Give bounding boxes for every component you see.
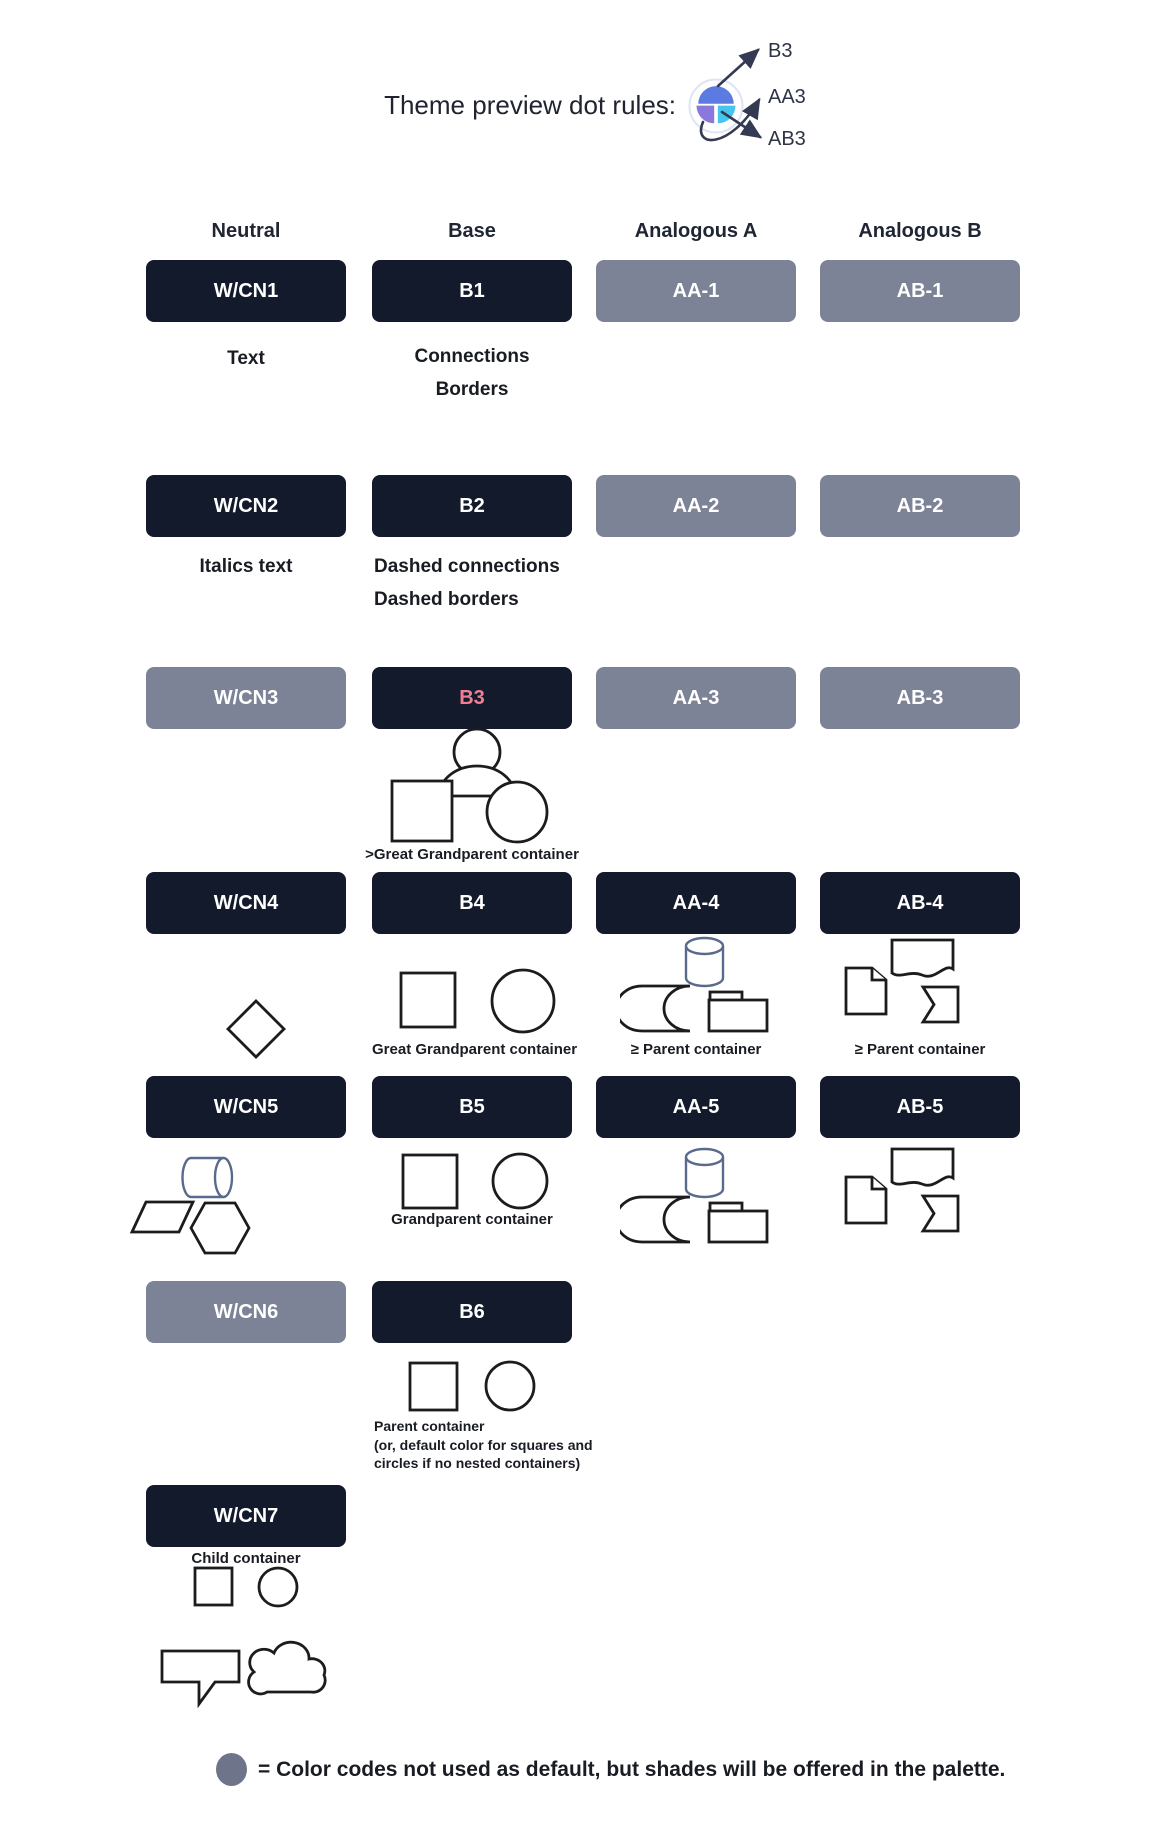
dot-target-ab3: AB3 (768, 128, 806, 150)
circle-icon (493, 1154, 547, 1208)
caption-borders: Borders (435, 379, 509, 400)
caption-great-grandparent: Great Grandparent container (372, 1041, 578, 1058)
arrow-to-b3 (718, 50, 758, 86)
swatch-aa2: AA-2 (596, 475, 796, 537)
parallelogram-icon (132, 1202, 193, 1232)
dot-target-b3: B3 (768, 40, 793, 62)
wavy-document-icon (892, 1149, 953, 1185)
cylinder-top-icon (686, 938, 723, 954)
circle-icon (487, 782, 547, 842)
swatch-wcn5: W/CN5 (146, 1076, 346, 1138)
arrow-to-aa3 (701, 100, 759, 140)
dot-arrows (656, 34, 786, 159)
caption-italics-text: Italics text (199, 556, 293, 577)
swatch-aa3: AA-3 (596, 667, 796, 729)
swatch-wcn1: W/CN1 (146, 260, 346, 322)
footer-dot-icon (216, 1753, 247, 1786)
wcn7-shape-cluster-2 (155, 1638, 335, 1708)
wcn5-shape-cluster (128, 1150, 258, 1258)
diamond-icon (228, 1001, 284, 1057)
hexagon-icon (191, 1203, 249, 1253)
swatch-b3: B3 (372, 667, 572, 729)
horizontal-cylinder-cap-icon (215, 1158, 232, 1197)
b5-shape-cluster (398, 1148, 553, 1210)
square-icon (410, 1363, 457, 1410)
swatch-wcn6: W/CN6 (146, 1281, 346, 1343)
caption-parent-gte-b: ≥ Parent container (854, 1041, 986, 1058)
wavy-document-icon (892, 940, 953, 976)
swatch-b4: B4 (372, 872, 572, 934)
caption-dashed-connections: Dashed connections (374, 556, 560, 577)
caption-parent-gte-a: ≥ Parent container (630, 1041, 762, 1058)
folder-icon (709, 1211, 767, 1242)
wcn4-shape-cluster (226, 999, 286, 1059)
speech-bubble-icon (162, 1651, 239, 1704)
dot-target-aa3: AA3 (768, 86, 806, 108)
swatch-b6: B6 (372, 1281, 572, 1343)
circle-icon (486, 1362, 534, 1410)
swatch-b1: B1 (372, 260, 572, 322)
square-icon (195, 1568, 232, 1605)
column-header-base: Base (448, 220, 496, 242)
chevron-banner-icon (923, 987, 958, 1022)
swatch-ab2: AB-2 (820, 475, 1020, 537)
b4-shape-cluster (396, 968, 556, 1034)
cloud-icon (249, 1642, 326, 1694)
swatch-aa1: AA-1 (596, 260, 796, 322)
folder-icon (709, 1000, 767, 1031)
square-icon (403, 1155, 457, 1208)
swatch-wcn3: W/CN3 (146, 667, 346, 729)
caption-great-grandparent-gt: >Great Grandparent container (365, 846, 579, 863)
swatch-ab3: AB-3 (820, 667, 1020, 729)
chevron-banner-icon (923, 1196, 958, 1231)
caption-parent-line3: circles if no nested containers) (374, 1455, 581, 1471)
swatch-ab5: AB-5 (820, 1076, 1020, 1138)
stored-data-icon (620, 1197, 690, 1242)
circle-icon (492, 970, 554, 1032)
swatch-aa4: AA-4 (596, 872, 796, 934)
column-header-neutral: Neutral (211, 220, 281, 242)
caption-parent-line2: (or, default color for squares and (374, 1437, 593, 1453)
swatch-wcn7: W/CN7 (146, 1485, 346, 1547)
caption-connections: Connections (414, 346, 530, 367)
b3-shape-cluster (380, 724, 560, 849)
caption-parent-line1: Parent container (374, 1418, 485, 1434)
swatch-ab4: AB-4 (820, 872, 1020, 934)
square-icon (401, 973, 455, 1027)
swatch-b2: B2 (372, 475, 572, 537)
swatch-wcn2: W/CN2 (146, 475, 346, 537)
swatch-wcn4: W/CN4 (146, 872, 346, 934)
footer-note: = Color codes not used as default, but shades will be offered in the palette. (258, 1758, 1006, 1781)
caption-text: Text (227, 348, 265, 369)
swatch-aa5: AA-5 (596, 1076, 796, 1138)
cylinder-top-icon (686, 1149, 723, 1165)
circle-icon (259, 1568, 297, 1606)
column-header-analogous-a: Analogous A (634, 220, 758, 242)
wcn7-shape-cluster (190, 1563, 305, 1609)
ab4-shape-cluster (838, 935, 968, 1027)
page-title: Theme preview dot rules: (384, 90, 676, 120)
aa4-shape-cluster (620, 930, 770, 1033)
caption-dashed-borders: Dashed borders (374, 589, 519, 610)
caption-child-container: Child container (191, 1550, 301, 1567)
ab5-shape-cluster (838, 1144, 968, 1236)
square-icon (392, 781, 452, 841)
column-header-analogous-b: Analogous B (858, 220, 982, 242)
aa5-shape-cluster (620, 1141, 770, 1244)
swatch-b5: B5 (372, 1076, 572, 1138)
b6-shape-cluster (405, 1358, 540, 1414)
caption-grandparent: Grandparent container (391, 1211, 553, 1228)
stored-data-icon (620, 986, 690, 1031)
swatch-ab1: AB-1 (820, 260, 1020, 322)
